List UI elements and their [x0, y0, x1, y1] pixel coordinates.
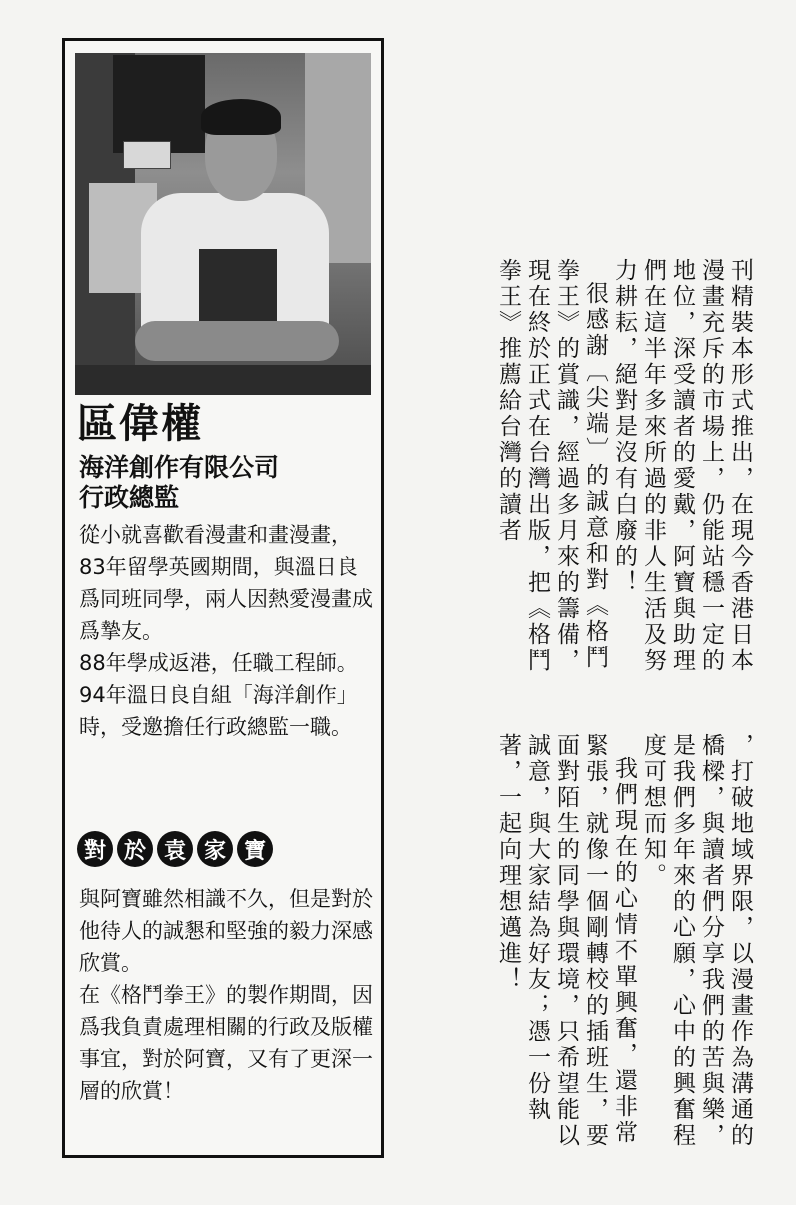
article-paragraph: 刊精裝本形式推出，在現今香港日本漫畫充斥的市場上，仍能站穩一定的地位，深受讀者的愛戴，阿寶與助理們在這半年多來所過的非人生活及努力耕耘，絕對是沒有白廢的！ [611, 258, 753, 674]
article-top-block [493, 258, 754, 690]
job-title: 行政總監 [79, 483, 180, 512]
bio-paragraph: 94年溫日良自組「海洋創作」時，受邀擔任行政總監一職。 [79, 683, 358, 739]
bio-paragraph: 88年學成返港，任職工程師。 [79, 651, 358, 675]
section-title [77, 831, 273, 867]
section-title-char: 於 [117, 831, 153, 867]
photo-sign [123, 141, 171, 169]
article-paragraph: 很感謝〔尖端〕的誠意和對《格鬥拳王》的賞識，經過多月來的籌備，現在終於正式在台灣出版，把《格鬥拳王》推薦給台灣的讀者 [495, 258, 608, 674]
profile-comment [79, 883, 373, 1107]
article-bottom-block [493, 733, 754, 1165]
photo-person-hair [201, 99, 281, 135]
article-paragraph: 我們現在的心情不單興奮，還非常緊張，就像一個剛轉校的插班生，要面對陌生的同學與環境，只希望能以誠意，與大家結為好友；憑一份執著，一起向理想邁進！ [495, 733, 637, 1149]
photo-crossed-arms [135, 321, 339, 361]
section-title-char: 對 [77, 831, 113, 867]
comment-paragraph: 與阿寶雖然相識不久，但是對於他待人的誠懇和堅強的毅力深感欣賞。 [79, 887, 373, 975]
article-paragraph: ，打破地域界限，以漫畫作為溝通的橋樑，與讀者們分享我們的苦與樂，是我們多年來的心願，心中的興奮程度可想而知。 [640, 733, 753, 1149]
comment-paragraph: 在《格鬥拳王》的製作期間，因爲我負責處理相關的行政及版權事宜，對於阿寶，又有了更深一層的欣賞！ [79, 983, 373, 1103]
profile-bio [79, 519, 373, 743]
company-name: 海洋創作有限公司 [79, 453, 280, 482]
profile-photo [75, 53, 371, 395]
photo-shirt-print [199, 249, 277, 323]
profile-box [62, 38, 384, 1158]
section-title-char: 家 [197, 831, 233, 867]
section-title-char: 寶 [237, 831, 273, 867]
profile-company [79, 453, 369, 513]
section-title-char: 袁 [157, 831, 193, 867]
bio-paragraph: 從小就喜歡看漫畫和畫漫畫，83年留學英國期間，與溫日良爲同班同學，兩人因熱愛漫畫成爲摯友。 [79, 523, 373, 643]
photo-hanging-shirt [113, 55, 205, 153]
profile-name: 區偉權 [77, 401, 203, 447]
photo-counter [75, 365, 371, 395]
